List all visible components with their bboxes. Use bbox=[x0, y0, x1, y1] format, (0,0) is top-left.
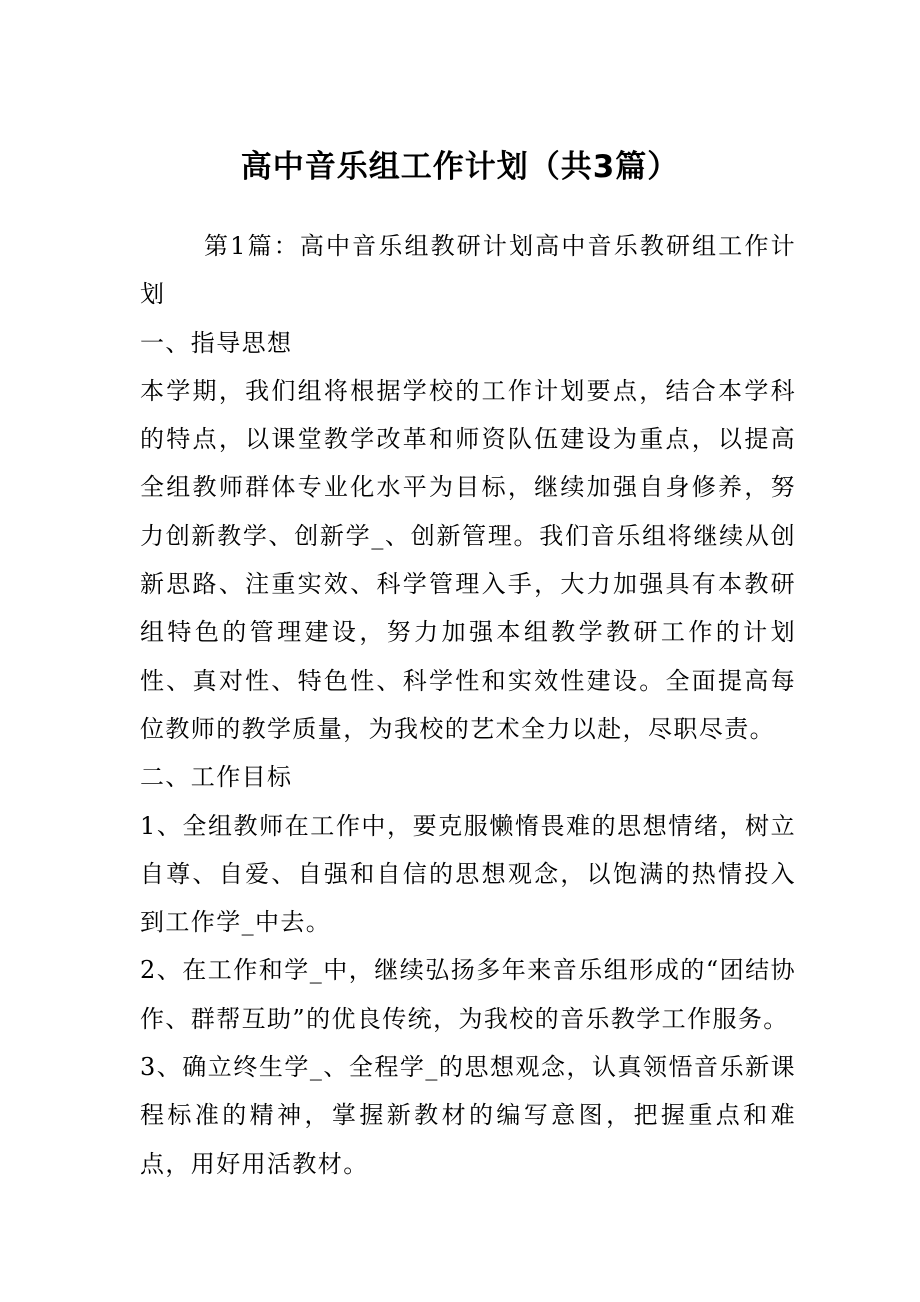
paragraph-goal-3: 3、确立终生学_、全程学_的思想观念，认真领悟音乐新课程标准的精神，掌握新教材的编写意图，把握重点和难点，用好用活教材。 bbox=[140, 1053, 796, 1178]
document-body bbox=[140, 222, 796, 1188]
paragraph-goal-2: 2、在工作和学_中，继续弘扬多年来音乐组形成的“团结协作、群帮互助”的优良传统，为我校的音乐教学工作服务。 bbox=[140, 956, 796, 1033]
article-heading: 第1篇：高中音乐组教研计划高中音乐教研组工作计划 bbox=[140, 232, 796, 309]
section-heading-work-goals: 二、工作目标 bbox=[140, 763, 293, 792]
section-heading-guiding-ideology: 一、指导思想 bbox=[140, 328, 293, 357]
paragraph-goal-1: 1、全组教师在工作中，要克服懒惰畏难的思想情绪，树立自尊、自爱、自强和自信的思想观念，以饱满的热情投入到工作学_中去。 bbox=[140, 811, 796, 937]
document-title: 高中音乐组工作计划（共3篇） bbox=[240, 149, 680, 185]
paragraph-guiding-ideology: 本学期，我们组将根据学校的工作计划要点，结合本学科的特点，以课堂教学改革和师资队伍建设为重点，以提高全组教师群体专业化水平为目标，继续加强自身修养，努力创新教学、创新学_、创新管理。我们音乐组将继续从创新思路、注重实效、科学管理入手，大力加强具有本教研组特色的管理建设，努力加强本组教学教研工作的计划性、真对性、特色性、科学性和实效性建设。全面提高每位教师的教学质量，为我校的艺术全力以赴，尽职尽责。 bbox=[140, 376, 796, 743]
